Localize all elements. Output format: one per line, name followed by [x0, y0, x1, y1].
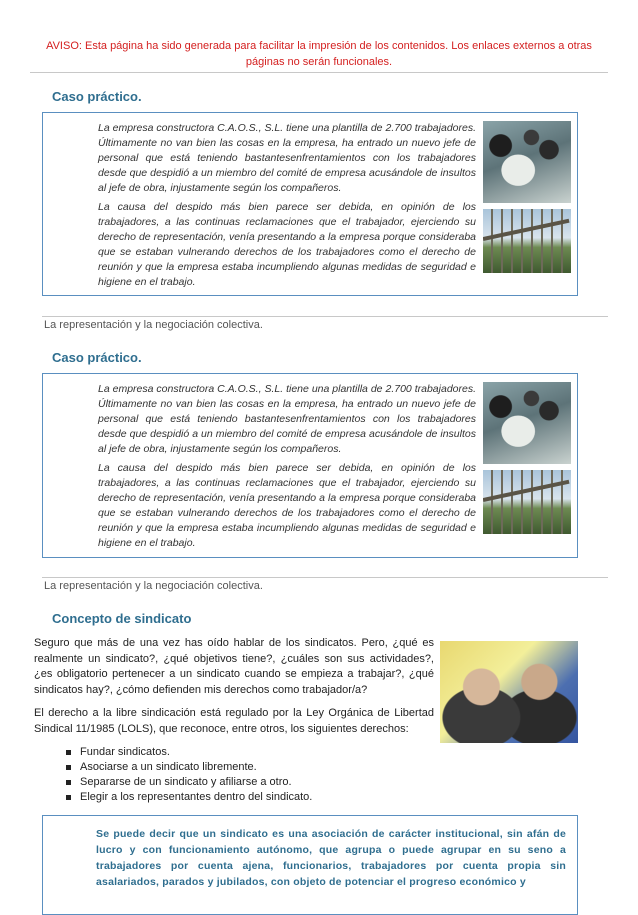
list-item: Elegir a los representantes dentro del sindicato.	[64, 790, 312, 805]
case-study-box	[42, 112, 578, 296]
case-paragraph: La causa del despido más bien parece ser debida, en opinión de los trabajadores, a las continuas reclamaciones que el trabajador, ejerciendo su derecho de representación, venía presentando a la empresa porque consideraba que se estaban vulnerando derechos de los trabajadores como el derecho de reunión y que la empresa estaba incumpliendo algunas medidas de seguridad e higiene en el trabajo.	[98, 201, 476, 288]
section-heading: Caso práctico.	[52, 89, 142, 104]
meeting-photo	[483, 121, 571, 203]
concept-paragraph: El derecho a la libre sindicación está regulado por la Ley Orgánica de Libertad Sindical 11/1985 (LOLS), que reconoce, entre otros, los siguientes derechos:	[34, 707, 434, 735]
concept-body	[34, 636, 434, 745]
case-study-text	[98, 382, 476, 555]
list-item: Separarse de un sindicato y afiliarse a otro.	[64, 775, 312, 790]
rights-list	[64, 745, 312, 805]
case-paragraph: La empresa constructora C.A.O.S., S.L. tiene una plantilla de 2.700 trabajadores. Últimamente no van bien las cosas en la empresa, ha entrado un nuevo jefe de personal que está teniendo bastantesenfrentamientos con los trabajadores desde que despidió a un miembro del comité de empresa acusándole de insultos al jefe de obra, injustamente según los compañeros.	[98, 122, 476, 194]
section-caption: La representación y la negociación colectiva.	[44, 319, 263, 331]
bridge-photo	[483, 470, 571, 534]
section-heading: Caso práctico.	[52, 350, 142, 365]
case-paragraph: La empresa constructora C.A.O.S., S.L. tiene una plantilla de 2.700 trabajadores. Últimamente no van bien las cosas en la empresa, ha entrado un nuevo jefe de personal que está teniendo bastantesenfrentamientos con los trabajadores desde que despidió a un miembro del comité de empresa acusándole de insultos al jefe de obra, injustamente según los compañeros.	[98, 383, 476, 455]
case-study-text	[98, 121, 476, 294]
section-caption: La representación y la negociación colectiva.	[44, 580, 263, 592]
concept-heading: Concepto de sindicato	[52, 611, 192, 626]
union-leaders-photo	[440, 641, 578, 743]
concept-paragraph: Seguro que más de una vez has oído hablar de los sindicatos. Pero, ¿qué es realmente un sindicato?, ¿qué objetivos tiene?, ¿cuáles son sus actividades?, ¿es obligatorio pertenecer a un sindicato cuando se empieza a trabajar?, ¿qué sindicatos hay?, ¿cómo defienden mis derechos como trabajador/a?	[34, 637, 434, 696]
list-item: Asociarse a un sindicato libremente.	[64, 760, 312, 775]
print-notice: AVISO: Esta página ha sido generada para facilitar la impresión de los contenidos. Los enlaces externos a otras páginas no serán funcionales.	[46, 40, 592, 68]
case-study-box	[42, 373, 578, 558]
list-item: Fundar sindicatos.	[64, 745, 312, 760]
divider	[42, 316, 608, 317]
bridge-photo	[483, 209, 571, 273]
definition-text: Se puede decir que un sindicato es una asociación de carácter institucional, sin afán de lucro y con funcionamiento autónomo, que agrupa o puede agrupar en su seno a trabajadores por cuenta ajena, funcionarios, trabajadores por cuenta propia sin asalariados, parados y jubilados, con objeto de potenciar el progreso económico y	[96, 828, 566, 888]
definition-box	[42, 815, 578, 915]
meeting-photo	[483, 382, 571, 464]
divider	[30, 72, 608, 73]
case-paragraph: La causa del despido más bien parece ser debida, en opinión de los trabajadores, a las continuas reclamaciones que el trabajador, ejerciendo su derecho de representación, venía presentando a la empresa porque consideraba que se estaban vulnerando derechos de los trabajadores como el derecho de reunión y que la empresa estaba incumpliendo algunas medidas de seguridad e higiene en el trabajo.	[98, 462, 476, 549]
divider	[42, 577, 608, 578]
